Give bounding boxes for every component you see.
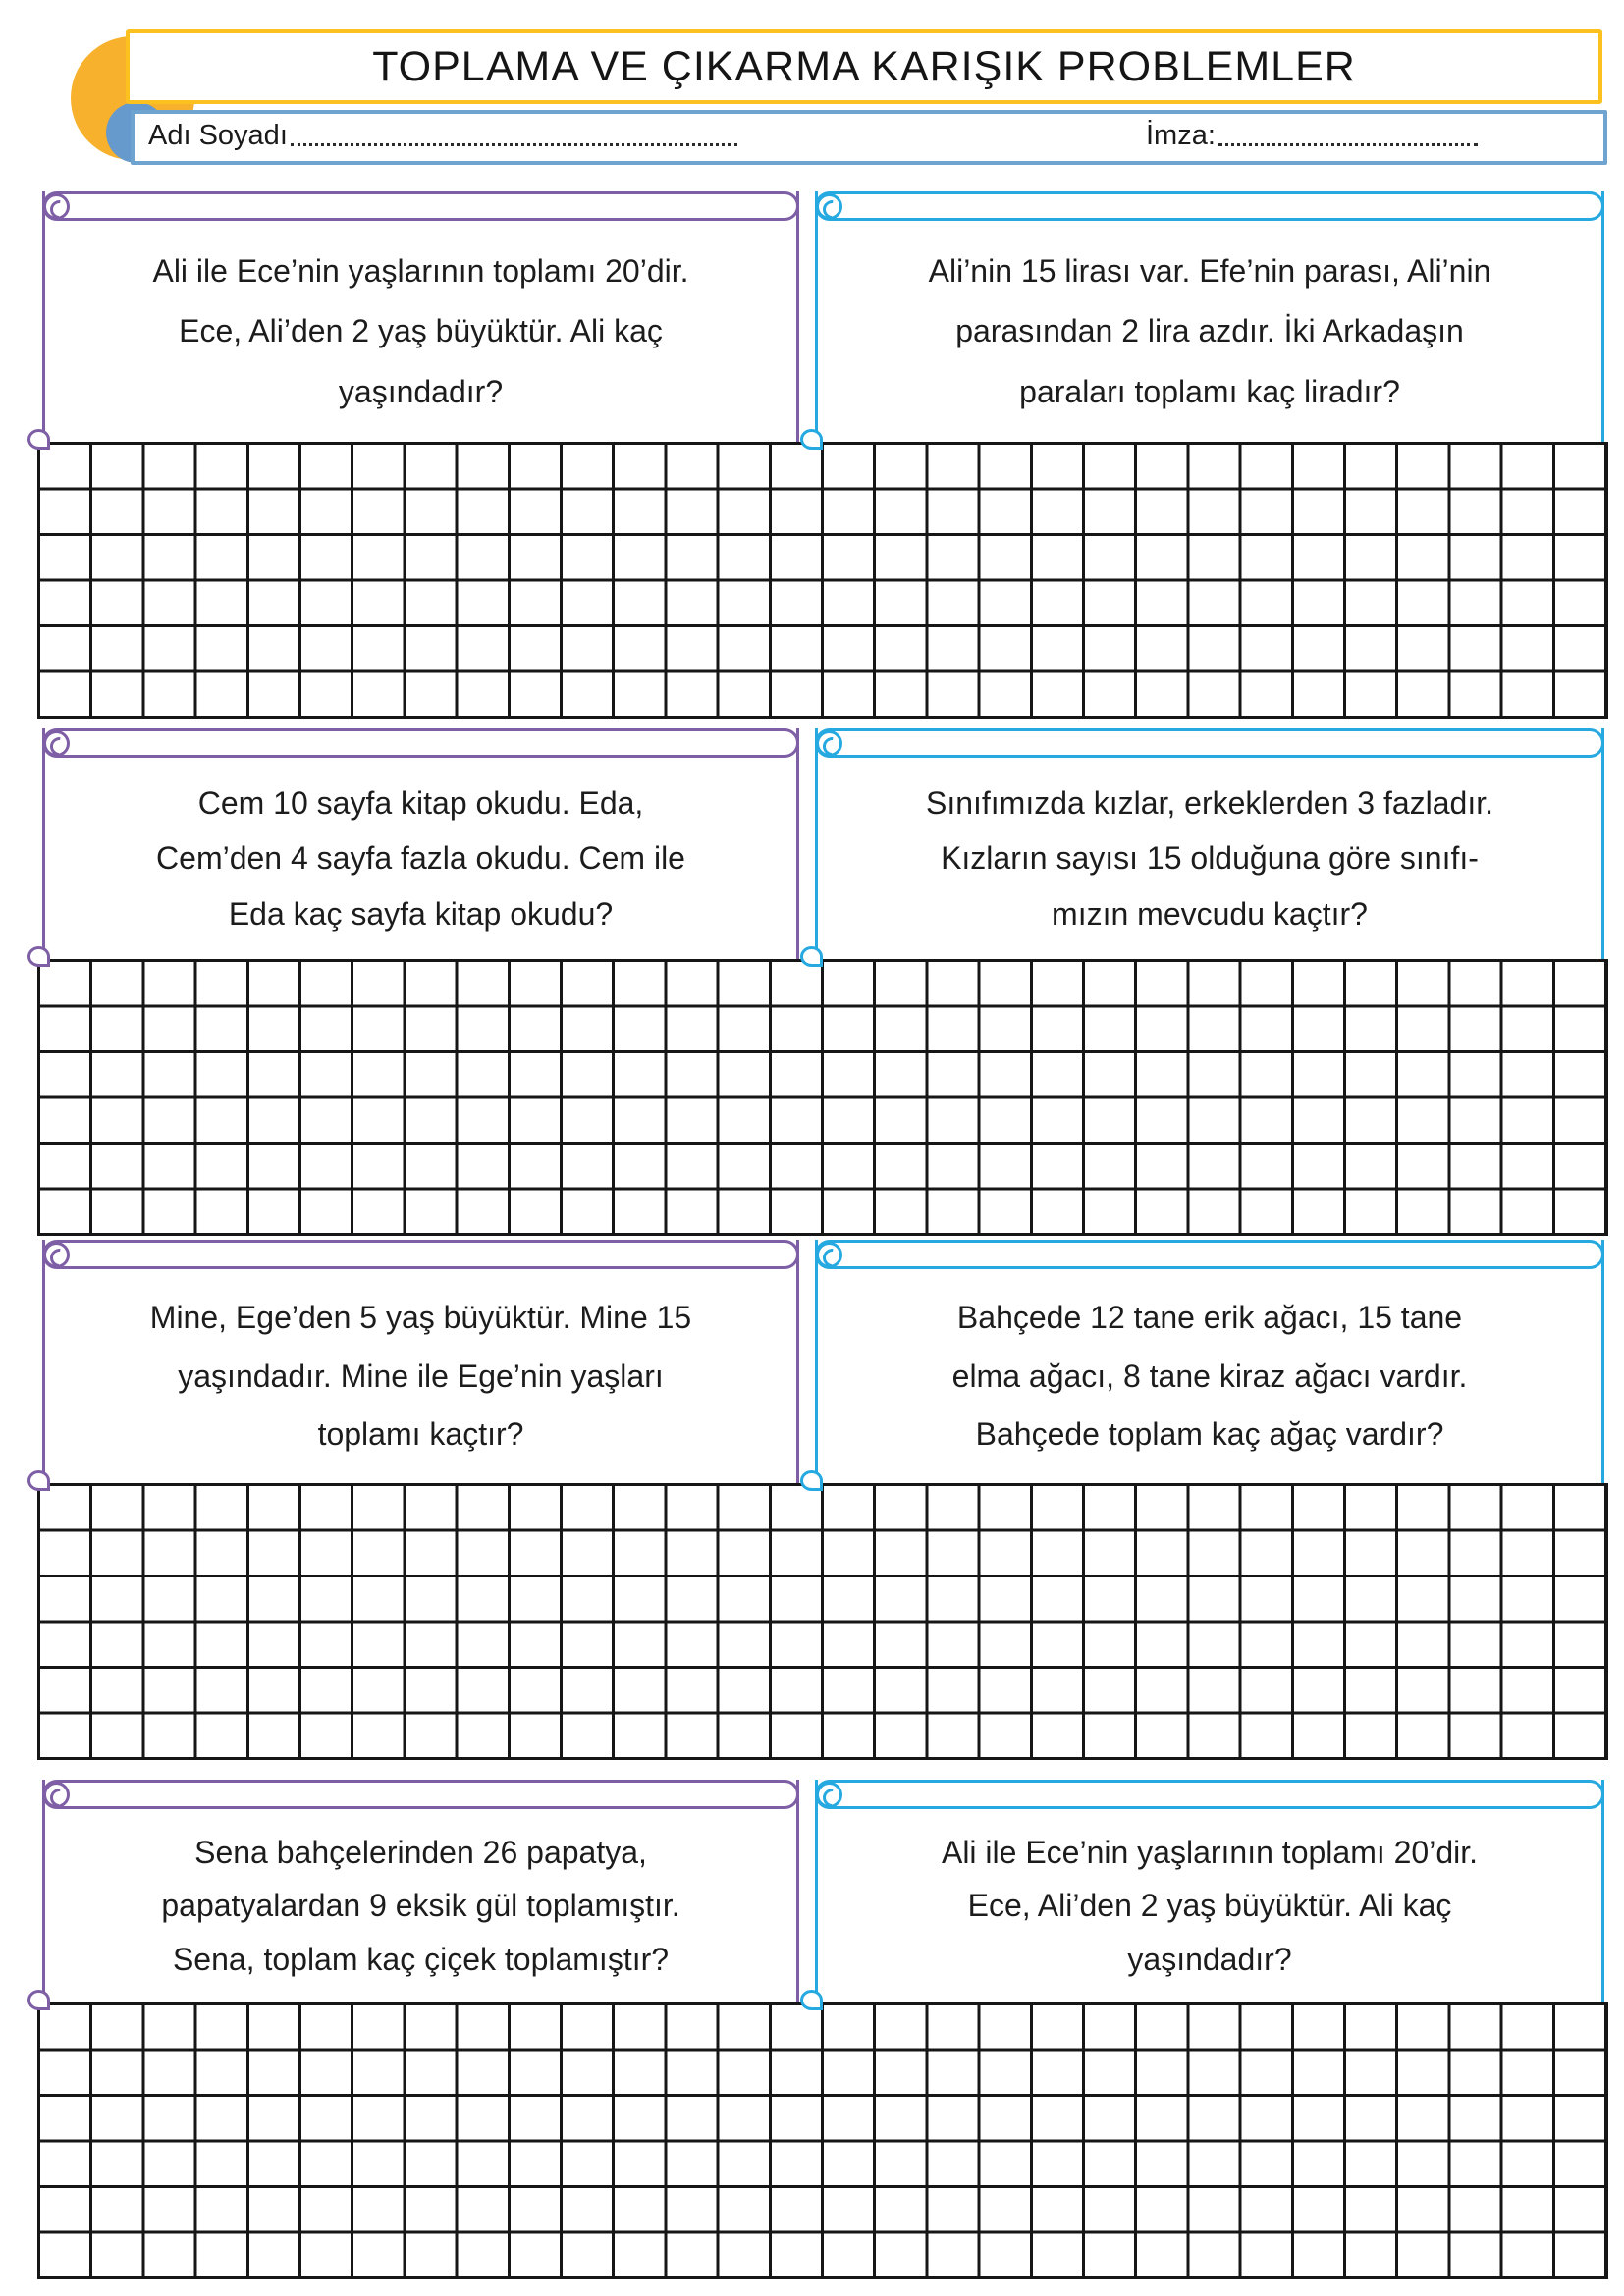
scroll-roller [42,1780,799,1809]
scroll-roller [815,1240,1604,1269]
scroll-roller [815,1780,1604,1809]
name-field [148,120,737,152]
page-title: TOPLAMA VE ÇIKARMA KARIŞIK PROBLEMLER [372,42,1356,90]
problem-text-line: Mine, Ege’den 5 yaş büyüktür. Mine 15 [149,1299,692,1335]
problem-box-8 [815,1780,1604,2002]
problem-text-line: Cem’den 4 sayfa fazla okudu. Cem ile [156,840,685,876]
problem-text-line: Bahçede 12 tane erik ağacı, 15 tane [956,1299,1463,1335]
answer-grid-4 [37,2002,1608,2279]
problem-8-text [834,1817,1586,1995]
problem-text-line: yaşındadır? [338,373,504,409]
problem-text-line: Sena bahçelerinden 26 papatya, [194,1834,647,1870]
scroll-spiral-icon [43,193,70,220]
problem-3-text [61,766,781,951]
scroll-spiral-icon [816,730,842,757]
signature-dotted-line [1218,143,1478,146]
scroll-curl-icon [800,1470,823,1491]
problem-2-text [834,229,1586,434]
signature-field [1146,120,1478,152]
problem-text-line: Eda kaç sayfa kitap okudu? [228,895,614,932]
scroll-roller [42,1240,799,1269]
problem-text-line: yaşındadır? [1127,1941,1292,1977]
problem-text-line: papatyalardan 9 eksik gül toplamıştır. [161,1888,680,1923]
problem-4-text [834,766,1586,951]
scroll-roller [815,191,1604,221]
answer-grid-2 [37,959,1608,1236]
scroll-curl-icon [27,946,50,967]
problem-text-line: mızın mevcudu kaçtır? [1052,895,1368,932]
problem-box-4 [815,728,1604,959]
scroll-spiral-icon [816,1782,842,1808]
problem-text-line: yaşındadır. Mine ile Ege’nin yaşları [178,1358,664,1394]
problem-text-line: paraları toplamı kaç liradır? [1019,373,1400,409]
scroll-spiral-icon [816,193,842,220]
problem-text-line: Ece, Ali’den 2 yaş büyüktür. Ali kaç [179,313,663,348]
problem-box-3 [42,728,799,959]
problem-box-5 [42,1240,799,1483]
problem-1-text [61,229,781,434]
scroll-curl-icon [800,1990,823,2010]
problem-text-line: Cem 10 sayfa kitap okudu. Eda, [197,784,644,821]
title-box [126,29,1602,104]
name-label: Adı Soyadı [148,120,288,151]
problem-text-line: Ali ile Ece’nin yaşlarının toplamı 20’dir. [152,252,689,289]
name-dotted-line [291,143,737,146]
signature-label: İmza: [1146,120,1216,151]
problem-7-text [61,1817,781,1995]
scroll-spiral-icon [43,1242,70,1268]
problem-text-line: Kızların sayısı 15 olduğuna göre sınıfı- [941,840,1479,876]
problem-box-1 [42,191,799,442]
problem-text-line: Ali’nin 15 lirası var. Efe’nin parası, Ali’nin [928,252,1491,289]
scroll-roller [815,728,1604,758]
problem-6-text [834,1277,1586,1475]
problem-text-line: Ece, Ali’den 2 yaş büyüktür. Ali kaç [967,1888,1452,1923]
scroll-spiral-icon [43,1782,70,1808]
problem-text-line: Sınıfımızda kızlar, erkeklerden 3 fazladır. [925,784,1494,821]
problem-box-2 [815,191,1604,442]
answer-grid-1 [37,442,1608,719]
name-signature-box [131,110,1607,165]
scroll-roller [42,728,799,758]
scroll-curl-icon [27,429,50,450]
problem-box-7 [42,1780,799,2002]
scroll-curl-icon [800,429,823,450]
problem-text-line: toplamı kaçtır? [317,1416,524,1453]
problem-text-line: elma ağacı, 8 tane kiraz ağacı vardır. [951,1358,1468,1394]
scroll-roller [42,191,799,221]
problem-5-text [61,1277,781,1475]
scroll-curl-icon [800,946,823,967]
scroll-curl-icon [27,1470,50,1491]
problem-text-line: parasından 2 lira azdır. İki Arkadaşın [955,313,1464,348]
scroll-spiral-icon [816,1242,842,1268]
problem-text-line: Bahçede toplam kaç ağaç vardır? [975,1416,1444,1453]
scroll-spiral-icon [43,730,70,757]
scroll-curl-icon [27,1990,50,2010]
answer-grid-3 [37,1483,1608,1760]
problem-text-line: Sena, toplam kaç çiçek toplamıştır? [172,1941,670,1977]
problem-box-6 [815,1240,1604,1483]
problem-text-line: Ali ile Ece’nin yaşlarının toplamı 20’dir. [941,1834,1479,1870]
